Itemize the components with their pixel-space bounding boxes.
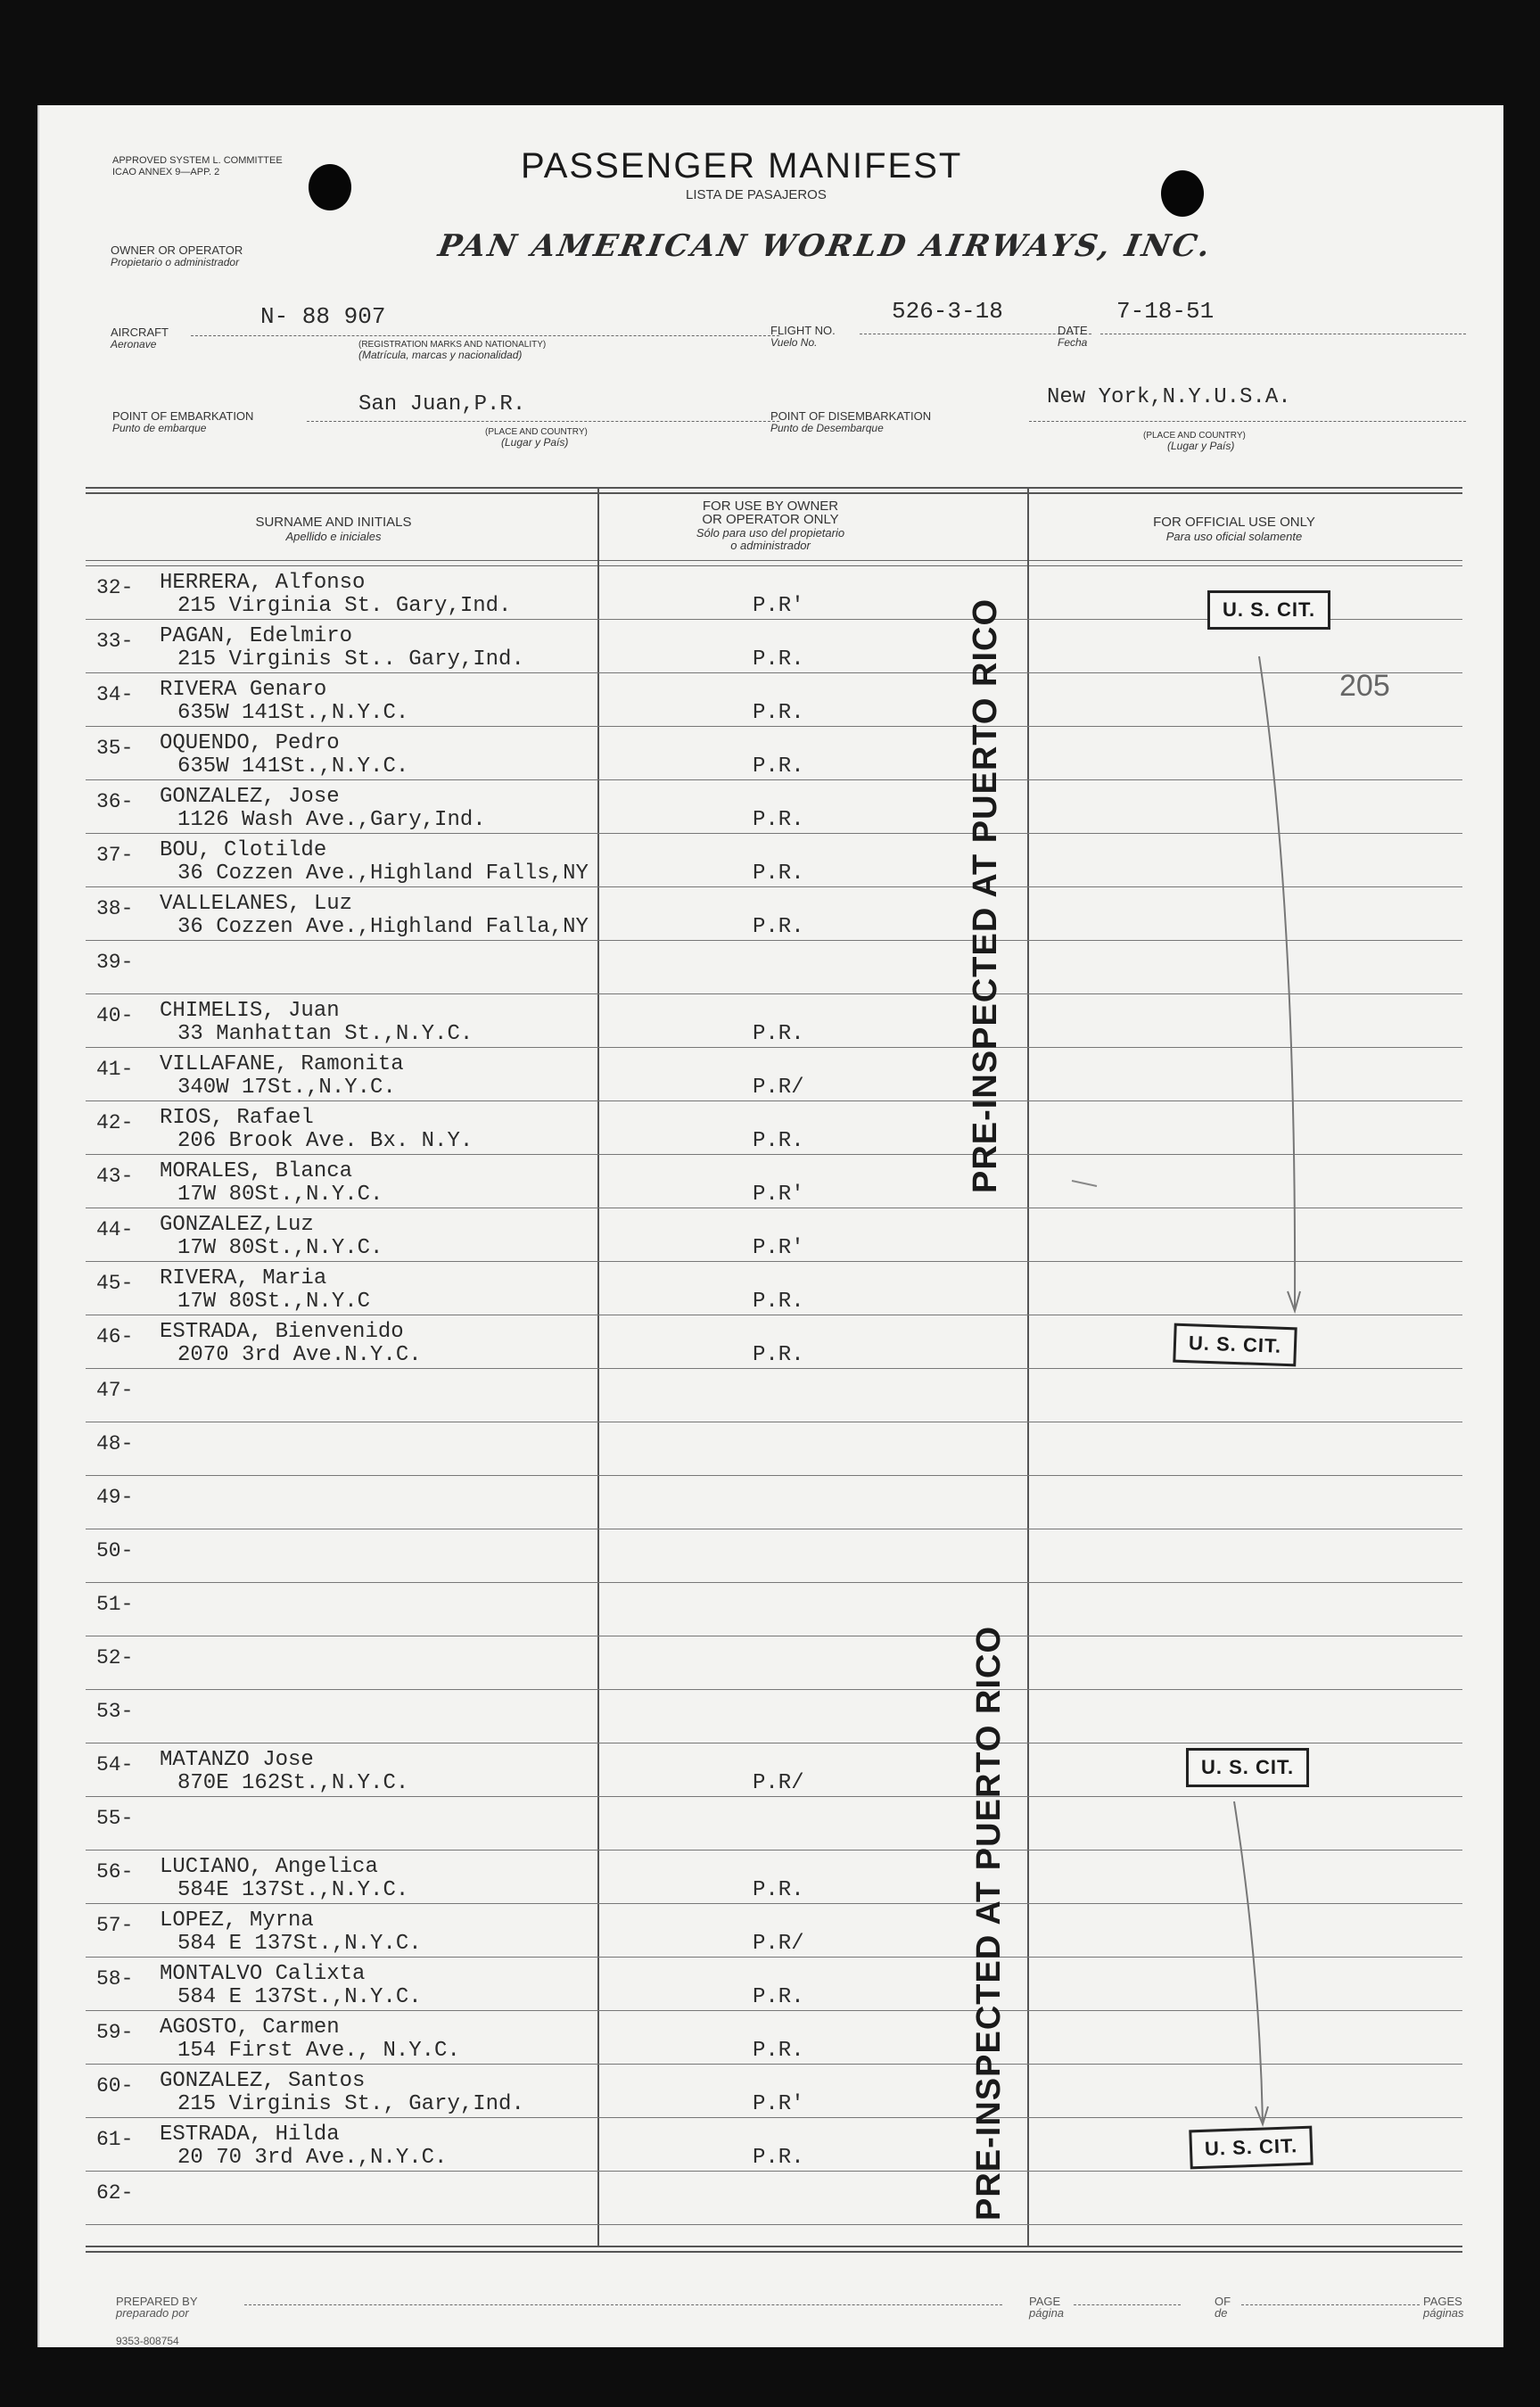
disembark-label: POINT OF DISEMBARKATION bbox=[770, 409, 932, 423]
passenger-address: 635W 141St.,N.Y.C. bbox=[177, 754, 409, 779]
approval-text: APPROVED SYSTEM L. COMMITTEE ICAO ANNEX 9—APP. 2 bbox=[112, 155, 283, 177]
row-number: 53- bbox=[96, 1700, 134, 1723]
operator-mark: P.R' bbox=[753, 1183, 804, 1207]
pencil-arrow-1 bbox=[39, 105, 1503, 2347]
embark-label: POINT OF EMBARKATION bbox=[112, 409, 254, 423]
aircraft-sub-es: (Matrícula, marcas y nacionalidad) bbox=[358, 349, 523, 361]
row-number: 41- bbox=[96, 1058, 134, 1081]
operator-mark: P.R/ bbox=[753, 1932, 804, 1956]
row-number: 40- bbox=[96, 1004, 134, 1027]
passenger-name: MONTALVO Calixta bbox=[160, 1962, 366, 1986]
passenger-address: 340W 17St.,N.Y.C. bbox=[177, 1076, 396, 1100]
passenger-address: 870E 162St.,N.Y.C. bbox=[177, 1771, 409, 1795]
aircraft-label-es: Aeronave bbox=[111, 338, 157, 350]
passenger-address: 215 Virginia St. Gary,Ind. bbox=[177, 594, 512, 618]
operator-mark: P.R. bbox=[753, 861, 804, 886]
page-label: PAGE bbox=[1029, 2295, 1061, 2308]
pages-label: PAGES bbox=[1423, 2295, 1462, 2308]
date-label-es: Fecha bbox=[1058, 336, 1088, 349]
us-cit-stamp-2: U. S. CIT. bbox=[1173, 1323, 1297, 1367]
col-header-official: FOR OFFICIAL USE ONLY bbox=[1153, 515, 1315, 530]
passenger-name: CHIMELIS, Juan bbox=[160, 999, 340, 1023]
row-number: 56- bbox=[96, 1860, 134, 1884]
aircraft-sub: (REGISTRATION MARKS AND NATIONALITY) bbox=[358, 340, 547, 350]
passenger-name: OQUENDO, Pedro bbox=[160, 731, 340, 755]
row-number: 33- bbox=[96, 630, 134, 653]
pre-inspected-stamp-1: PRE-INSPECTED AT PUERTO RICO bbox=[967, 598, 1004, 1193]
operator-mark: P.R. bbox=[753, 2039, 804, 2063]
pages-label-es: páginas bbox=[1423, 2306, 1464, 2320]
of-label: OF bbox=[1215, 2295, 1231, 2308]
operator-mark: P.R. bbox=[753, 647, 804, 672]
col-header-owner-es-1: Sólo para uso del propietario bbox=[696, 526, 845, 540]
passenger-address: 17W 80St.,N.Y.C bbox=[177, 1290, 371, 1314]
operator-mark: P.R. bbox=[753, 1022, 804, 1046]
passenger-address: 2070 3rd Ave.N.Y.C. bbox=[177, 1343, 422, 1367]
passenger-name: GONZALEZ,Luz bbox=[160, 1213, 314, 1237]
passenger-name: ESTRADA, Bienvenido bbox=[160, 1320, 404, 1344]
operator-mark: P.R/ bbox=[753, 1771, 804, 1795]
passenger-address: 584E 137St.,N.Y.C. bbox=[177, 1878, 409, 1902]
passenger-name: GONZALEZ, Jose bbox=[160, 785, 340, 809]
row-number: 32- bbox=[96, 576, 134, 599]
embark-value: San Juan,P.R. bbox=[358, 392, 526, 416]
owner-value: PAN AMERICAN WORLD AIRWAYS, INC. bbox=[435, 228, 1215, 264]
disembark-sub: (PLACE AND COUNTRY) bbox=[1143, 431, 1246, 441]
embark-label-es: Punto de embarque bbox=[112, 422, 207, 434]
row-number: 55- bbox=[96, 1807, 134, 1830]
operator-mark: P.R. bbox=[753, 1290, 804, 1314]
flight-value: 526-3-18 bbox=[892, 298, 1003, 325]
disembark-value: New York,N.Y.U.S.A. bbox=[1047, 385, 1291, 409]
row-number: 52- bbox=[96, 1646, 134, 1669]
row-number: 61- bbox=[96, 2128, 134, 2151]
operator-mark: P.R. bbox=[753, 915, 804, 939]
row-number: 54- bbox=[96, 1753, 134, 1776]
row-number: 49- bbox=[96, 1486, 134, 1509]
of-label-es: de bbox=[1215, 2306, 1228, 2320]
passenger-name: AGOSTO, Carmen bbox=[160, 2015, 340, 2040]
operator-mark: P.R' bbox=[753, 594, 804, 618]
passenger-address: 584 E 137St.,N.Y.C. bbox=[177, 1932, 422, 1956]
passenger-name: HERRERA, Alfonso bbox=[160, 571, 366, 595]
pre-inspected-stamp-2: PRE-INSPECTED AT PUERTO RICO bbox=[970, 1625, 1008, 2221]
row-number: 42- bbox=[96, 1111, 134, 1134]
row-number: 35- bbox=[96, 737, 134, 760]
passenger-name: LUCIANO, Angelica bbox=[160, 1855, 378, 1879]
passenger-address: 215 Virginis St., Gary,Ind. bbox=[177, 2092, 524, 2116]
row-number: 44- bbox=[96, 1218, 134, 1241]
row-number: 60- bbox=[96, 2074, 134, 2098]
operator-mark: P.R. bbox=[753, 754, 804, 779]
passenger-name: BOU, Clotilde bbox=[160, 838, 327, 862]
col-header-surname: SURNAME AND INITIALS bbox=[255, 515, 412, 530]
passenger-name: PAGAN, Edelmiro bbox=[160, 624, 353, 648]
passenger-address: 36 Cozzen Ave.,Highland Falls,NY bbox=[177, 861, 589, 886]
row-number: 51- bbox=[96, 1593, 134, 1616]
row-number: 43- bbox=[96, 1165, 134, 1188]
manifest-sheet bbox=[37, 105, 1503, 2347]
aircraft-label: AIRCRAFT bbox=[111, 326, 169, 339]
col-header-owner-2: OR OPERATOR ONLY bbox=[702, 512, 839, 527]
passenger-name: MORALES, Blanca bbox=[160, 1159, 353, 1183]
embark-sub-es: (Lugar y País) bbox=[501, 436, 569, 449]
us-cit-stamp-3: U. S. CIT. bbox=[1186, 1748, 1309, 1787]
owner-label: OWNER OR OPERATOR bbox=[111, 243, 243, 257]
prepared-by-label-es: preparado por bbox=[116, 2306, 189, 2320]
operator-mark: P.R. bbox=[753, 808, 804, 832]
row-number: 38- bbox=[96, 897, 134, 920]
passenger-name: VILLAFANE, Ramonita bbox=[160, 1052, 404, 1076]
passenger-name: GONZALEZ, Santos bbox=[160, 2069, 366, 2093]
aircraft-value: N- 88 907 bbox=[260, 303, 386, 330]
passenger-address: 215 Virginis St.. Gary,Ind. bbox=[177, 647, 524, 672]
row-number: 37- bbox=[96, 844, 134, 867]
passenger-address: 17W 80St.,N.Y.C. bbox=[177, 1236, 383, 1260]
passenger-address: 635W 141St.,N.Y.C. bbox=[177, 701, 409, 725]
operator-mark: P.R' bbox=[753, 1236, 804, 1260]
passenger-address: 154 First Ave., N.Y.C. bbox=[177, 2039, 460, 2063]
us-cit-stamp-4: U. S. CIT. bbox=[1189, 2126, 1314, 2170]
row-number: 46- bbox=[96, 1325, 134, 1348]
date-label: DATE bbox=[1058, 324, 1088, 337]
passenger-address: 584 E 137St.,N.Y.C. bbox=[177, 1985, 422, 2009]
us-cit-stamp-1: U. S. CIT. bbox=[1207, 590, 1330, 630]
passenger-address: 206 Brook Ave. Bx. N.Y. bbox=[177, 1129, 474, 1153]
embark-sub: (PLACE AND COUNTRY) bbox=[485, 427, 588, 437]
pencil-number: 205 bbox=[1339, 669, 1390, 703]
row-number: 45- bbox=[96, 1272, 134, 1295]
owner-label-es: Propietario o administrador bbox=[111, 256, 240, 268]
col-header-official-es: Para uso oficial solamente bbox=[1165, 530, 1303, 543]
manifest-title: PASSENGER MANIFEST bbox=[521, 146, 963, 185]
passenger-name: LOPEZ, Myrna bbox=[160, 1908, 314, 1933]
disembark-label-es: Punto de Desembarque bbox=[770, 422, 884, 434]
passenger-address: 20 70 3rd Ave.,N.Y.C. bbox=[177, 2146, 448, 2170]
operator-mark: P.R. bbox=[753, 701, 804, 725]
passenger-name: VALLELANES, Luz bbox=[160, 892, 353, 916]
passenger-name: ESTRADA, Hilda bbox=[160, 2123, 340, 2147]
passenger-name: MATANZO Jose bbox=[160, 1748, 314, 1772]
operator-mark: P.R' bbox=[753, 2092, 804, 2116]
operator-mark: P.R/ bbox=[753, 1076, 804, 1100]
row-number: 50- bbox=[96, 1539, 134, 1562]
passenger-address: 36 Cozzen Ave.,Highland Falla,NY bbox=[177, 915, 589, 939]
row-number: 34- bbox=[96, 683, 134, 706]
prepared-by-label: PREPARED BY bbox=[116, 2295, 198, 2308]
row-number: 59- bbox=[96, 2021, 134, 2044]
row-number: 57- bbox=[96, 1914, 134, 1937]
passenger-name: RIVERA Genaro bbox=[160, 678, 327, 702]
flight-label: FLIGHT NO. bbox=[770, 324, 836, 337]
disembark-sub-es: (Lugar y País) bbox=[1167, 440, 1235, 452]
row-number: 58- bbox=[96, 1967, 134, 1991]
row-number: 39- bbox=[96, 951, 134, 974]
date-value: 7-18-51 bbox=[1116, 298, 1215, 325]
passenger-name: RIOS, Rafael bbox=[160, 1106, 314, 1130]
passenger-name: RIVERA, Maria bbox=[160, 1266, 327, 1290]
passenger-address: 1126 Wash Ave.,Gary,Ind. bbox=[177, 808, 486, 832]
row-number: 62- bbox=[96, 2181, 134, 2205]
row-number: 36- bbox=[96, 790, 134, 813]
form-number: 9353-808754 bbox=[116, 2335, 179, 2347]
operator-mark: P.R. bbox=[753, 1985, 804, 2009]
operator-mark: P.R. bbox=[753, 1129, 804, 1153]
row-number: 47- bbox=[96, 1379, 134, 1402]
page-label-es: página bbox=[1029, 2306, 1065, 2320]
passenger-address: 33 Manhattan St.,N.Y.C. bbox=[177, 1022, 474, 1046]
operator-mark: P.R. bbox=[753, 1343, 804, 1367]
flight-label-es: Vuelo No. bbox=[770, 336, 818, 349]
col-header-owner-1: FOR USE BY OWNER bbox=[702, 499, 839, 514]
row-number: 48- bbox=[96, 1432, 134, 1455]
operator-mark: P.R. bbox=[753, 2146, 804, 2170]
passenger-address: 17W 80St.,N.Y.C. bbox=[177, 1183, 383, 1207]
col-header-owner-es-2: o administrador bbox=[730, 539, 811, 552]
manifest-title-es: LISTA DE PASAJEROS bbox=[686, 187, 827, 202]
operator-mark: P.R. bbox=[753, 1878, 804, 1902]
col-header-surname-es: Apellido e iniciales bbox=[285, 530, 382, 543]
